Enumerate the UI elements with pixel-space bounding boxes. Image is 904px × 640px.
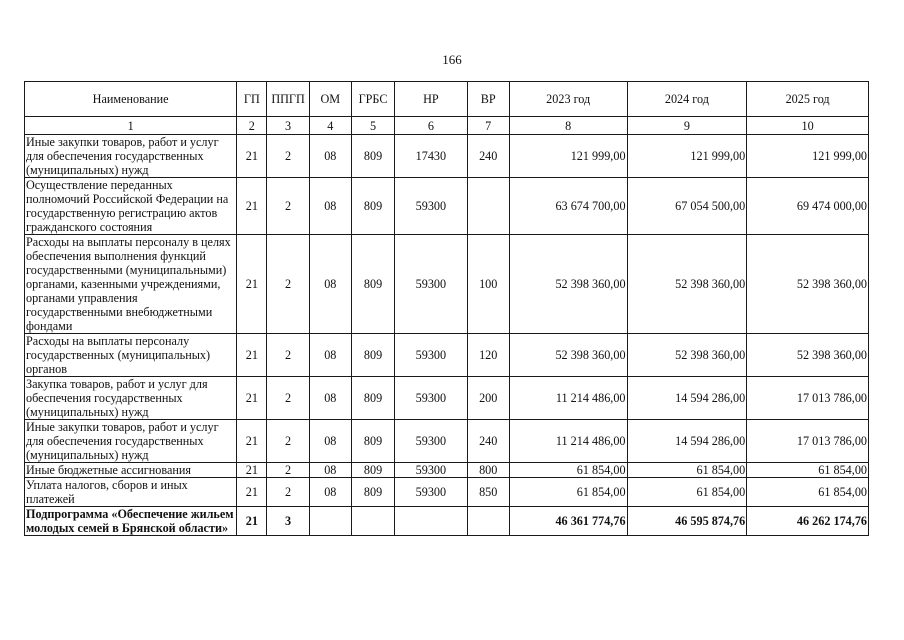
header-name: Наименование — [25, 82, 237, 117]
row-ppgp: 3 — [267, 507, 309, 536]
row-om: 08 — [309, 178, 351, 235]
row-name: Расходы на выплаты персоналу государственных (муниципальных) органов — [25, 334, 237, 377]
row-amount-2025: 69 474 000,00 — [747, 178, 869, 235]
header-ppgp: ППГП — [267, 82, 309, 117]
table-row — [25, 463, 869, 478]
row-amount-2023: 11 214 486,00 — [509, 420, 627, 463]
row-vr: 120 — [467, 334, 509, 377]
column-index: 7 — [467, 117, 509, 135]
row-vr: 800 — [467, 463, 509, 478]
row-nr — [395, 507, 467, 536]
table-row — [25, 135, 869, 178]
row-ppgp: 2 — [267, 377, 309, 420]
row-grbs: 809 — [351, 420, 394, 463]
column-index: 2 — [237, 117, 267, 135]
column-index: 10 — [747, 117, 869, 135]
row-gp: 21 — [237, 377, 267, 420]
row-vr — [467, 507, 509, 536]
column-index: 6 — [395, 117, 467, 135]
row-om: 08 — [309, 135, 351, 178]
row-ppgp: 2 — [267, 420, 309, 463]
row-amount-2025: 61 854,00 — [747, 478, 869, 507]
row-amount-2025: 52 398 360,00 — [747, 235, 869, 334]
row-name: Иные бюджетные ассигнования — [25, 463, 237, 478]
table-row — [25, 178, 869, 235]
row-nr: 17430 — [395, 135, 467, 178]
table-row — [25, 235, 869, 334]
row-grbs: 809 — [351, 478, 394, 507]
row-grbs: 809 — [351, 235, 394, 334]
row-amount-2024: 67 054 500,00 — [627, 178, 747, 235]
row-nr: 59300 — [395, 235, 467, 334]
row-amount-2024: 14 594 286,00 — [627, 420, 747, 463]
row-amount-2023: 46 361 774,76 — [509, 507, 627, 536]
row-gp: 21 — [237, 135, 267, 178]
row-ppgp: 2 — [267, 235, 309, 334]
row-amount-2025: 52 398 360,00 — [747, 334, 869, 377]
row-gp: 21 — [237, 420, 267, 463]
header-2025: 2025 год — [747, 82, 869, 117]
row-ppgp: 2 — [267, 135, 309, 178]
header-grbs: ГРБС — [351, 82, 394, 117]
row-grbs: 809 — [351, 377, 394, 420]
header-nr: НР — [395, 82, 467, 117]
row-amount-2024: 52 398 360,00 — [627, 235, 747, 334]
row-ppgp: 2 — [267, 463, 309, 478]
row-amount-2025: 61 854,00 — [747, 463, 869, 478]
row-gp: 21 — [237, 478, 267, 507]
row-nr: 59300 — [395, 463, 467, 478]
row-ppgp: 2 — [267, 478, 309, 507]
row-name: Расходы на выплаты персоналу в целях обеспечения выполнения функций государственными (муниципальными) органами, казенными учреждениями, органами управления государственными внебюджетными фондами — [25, 235, 237, 334]
table-row — [25, 420, 869, 463]
row-gp: 21 — [237, 235, 267, 334]
row-nr: 59300 — [395, 334, 467, 377]
row-name: Иные закупки товаров, работ и услуг для обеспечения государственных (муниципальных) нужд — [25, 420, 237, 463]
row-amount-2024: 14 594 286,00 — [627, 377, 747, 420]
budget-table — [24, 81, 869, 536]
row-amount-2025: 17 013 786,00 — [747, 420, 869, 463]
row-amount-2024: 46 595 874,76 — [627, 507, 747, 536]
row-om: 08 — [309, 478, 351, 507]
header-row — [25, 82, 869, 117]
row-gp: 21 — [237, 507, 267, 536]
row-nr: 59300 — [395, 377, 467, 420]
row-vr: 100 — [467, 235, 509, 334]
row-nr: 59300 — [395, 478, 467, 507]
row-amount-2023: 121 999,00 — [509, 135, 627, 178]
table-row — [25, 334, 869, 377]
row-vr: 240 — [467, 420, 509, 463]
column-index: 1 — [25, 117, 237, 135]
row-amount-2025: 121 999,00 — [747, 135, 869, 178]
row-ppgp: 2 — [267, 334, 309, 377]
row-ppgp: 2 — [267, 178, 309, 235]
row-name: Уплата налогов, сборов и иных платежей — [25, 478, 237, 507]
header-gp: ГП — [237, 82, 267, 117]
column-index-row — [25, 117, 869, 135]
row-vr: 240 — [467, 135, 509, 178]
header-om: ОМ — [309, 82, 351, 117]
row-amount-2024: 121 999,00 — [627, 135, 747, 178]
row-vr: 850 — [467, 478, 509, 507]
row-nr: 59300 — [395, 420, 467, 463]
row-amount-2024: 61 854,00 — [627, 478, 747, 507]
table-row — [25, 478, 869, 507]
table-row — [25, 377, 869, 420]
header-vr: ВР — [467, 82, 509, 117]
row-om: 08 — [309, 463, 351, 478]
row-grbs: 809 — [351, 463, 394, 478]
row-vr: 200 — [467, 377, 509, 420]
row-amount-2024: 52 398 360,00 — [627, 334, 747, 377]
header-2023: 2023 год — [509, 82, 627, 117]
row-gp: 21 — [237, 178, 267, 235]
column-index: 8 — [509, 117, 627, 135]
row-name: Иные закупки товаров, работ и услуг для обеспечения государственных (муниципальных) нужд — [25, 135, 237, 178]
row-gp: 21 — [237, 463, 267, 478]
page-number: 166 — [442, 52, 462, 67]
row-grbs — [351, 507, 394, 536]
row-om: 08 — [309, 377, 351, 420]
row-gp: 21 — [237, 334, 267, 377]
row-amount-2023: 61 854,00 — [509, 478, 627, 507]
row-om: 08 — [309, 235, 351, 334]
row-amount-2025: 46 262 174,76 — [747, 507, 869, 536]
row-amount-2023: 52 398 360,00 — [509, 235, 627, 334]
row-om — [309, 507, 351, 536]
column-index: 3 — [267, 117, 309, 135]
row-amount-2024: 61 854,00 — [627, 463, 747, 478]
row-grbs: 809 — [351, 334, 394, 377]
row-amount-2025: 17 013 786,00 — [747, 377, 869, 420]
column-index: 4 — [309, 117, 351, 135]
row-vr — [467, 178, 509, 235]
row-name: Осуществление переданных полномочий Российской Федерации на государственную регистрацию актов гражданского состояния — [25, 178, 237, 235]
row-amount-2023: 52 398 360,00 — [509, 334, 627, 377]
column-index: 9 — [627, 117, 747, 135]
row-amount-2023: 11 214 486,00 — [509, 377, 627, 420]
row-grbs: 809 — [351, 178, 394, 235]
row-om: 08 — [309, 420, 351, 463]
row-amount-2023: 61 854,00 — [509, 463, 627, 478]
row-name: Закупка товаров, работ и услуг для обеспечения государственных (муниципальных) нужд — [25, 377, 237, 420]
row-nr: 59300 — [395, 178, 467, 235]
row-name: Подпрограмма «Обеспечение жильем молодых семей в Брянской области» — [25, 507, 237, 536]
row-grbs: 809 — [351, 135, 394, 178]
table-row — [25, 507, 869, 536]
column-index: 5 — [351, 117, 394, 135]
header-2024: 2024 год — [627, 82, 747, 117]
row-om: 08 — [309, 334, 351, 377]
row-amount-2023: 63 674 700,00 — [509, 178, 627, 235]
